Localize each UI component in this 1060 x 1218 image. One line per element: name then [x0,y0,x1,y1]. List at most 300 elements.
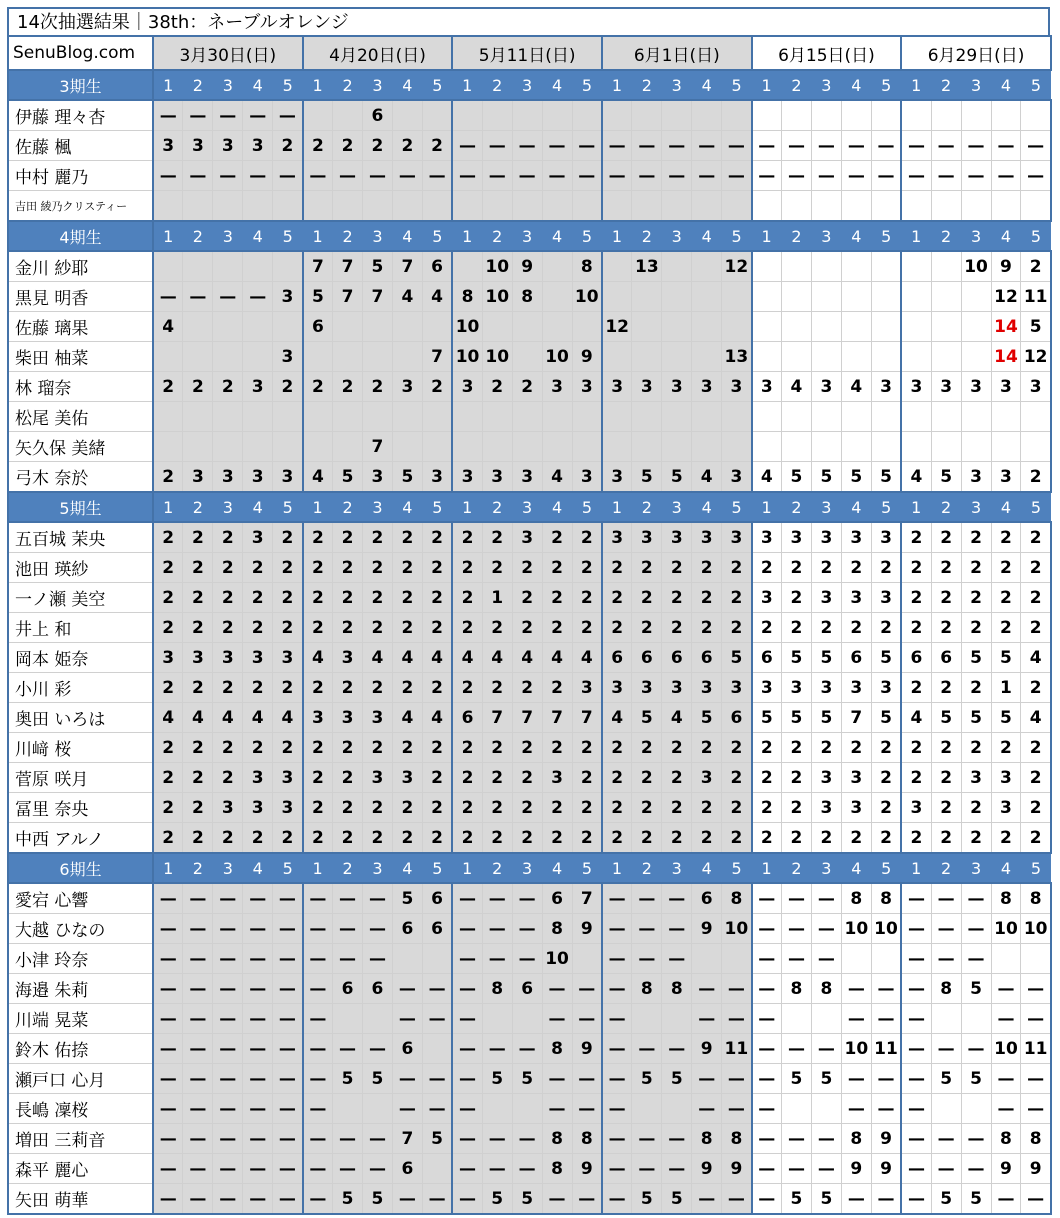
result-cell: 3 [752,673,782,703]
result-cell: 2 [153,583,183,613]
slot-number: 5 [722,853,752,883]
result-cell: — [273,1184,303,1215]
result-cell: 9 [722,1154,752,1184]
result-cell: — [991,1004,1021,1034]
result-cell: — [303,1034,333,1064]
result-cell: 2 [363,823,393,854]
result-cell [542,432,572,462]
member-row [8,914,1051,944]
result-cell: — [542,1004,572,1034]
result-cell [602,251,632,282]
result-cell [782,282,812,312]
slot-number: 3 [961,70,991,100]
result-cell: 2 [482,372,512,402]
result-cell: 6 [632,643,662,673]
result-cell: 2 [422,793,452,823]
result-cell: 2 [572,613,602,643]
result-cell: 2 [871,553,901,583]
result-cell: — [153,1004,183,1034]
member-name: 森平 麗心 [8,1154,153,1184]
result-cell: — [692,1094,722,1124]
result-cell: — [1021,1004,1051,1034]
result-cell: — [901,1124,931,1154]
result-cell: 2 [722,793,752,823]
result-cell: 2 [901,553,931,583]
result-cell: — [662,1124,692,1154]
result-cell [572,100,602,131]
member-row [8,944,1051,974]
slot-number: 1 [602,853,632,883]
result-cell: — [482,1154,512,1184]
result-cell: 7 [841,703,871,733]
slot-number: 2 [183,492,213,522]
result-cell: 2 [752,553,782,583]
result-cell: 2 [752,733,782,763]
result-cell: 2 [901,673,931,703]
result-cell: 10 [841,1034,871,1064]
result-cell: — [333,1154,363,1184]
result-cell: — [452,1004,482,1034]
slot-number: 3 [363,492,393,522]
result-cell: — [153,914,183,944]
slot-number: 1 [153,492,183,522]
result-cell: — [243,1124,273,1154]
result-cell: 2 [213,372,243,402]
result-cell [782,312,812,342]
generation-label: 4期生 [8,221,153,251]
result-cell: — [901,1034,931,1064]
member-name: 矢久保 美緒 [8,432,153,462]
result-cell: 2 [841,733,871,763]
result-cell [273,191,303,222]
result-cell: — [273,914,303,944]
result-cell: 2 [871,613,901,643]
result-cell: 2 [931,823,961,854]
result-cell: 3 [273,282,303,312]
result-cell: — [542,131,572,161]
result-cell [871,100,901,131]
result-cell: 8 [1021,1124,1051,1154]
result-cell [811,100,841,131]
result-cell: 2 [213,823,243,854]
result-cell: 2 [782,763,812,793]
result-cell [512,432,542,462]
result-cell: — [961,1034,991,1064]
result-cell [273,312,303,342]
result-cell: 2 [811,733,841,763]
result-cell: — [333,944,363,974]
slot-number: 1 [452,221,482,251]
result-cell: — [303,914,333,944]
result-cell: 6 [363,974,393,1004]
result-cell [303,342,333,372]
result-cell [931,312,961,342]
result-cell: — [782,914,812,944]
slot-number: 4 [392,853,422,883]
result-cell: 3 [482,462,512,493]
result-cell: — [213,1154,243,1184]
slot-number: 2 [482,853,512,883]
slot-number: 5 [572,221,602,251]
result-cell [632,312,662,342]
result-cell: 3 [183,643,213,673]
result-cell: 7 [392,251,422,282]
result-cell: 5 [333,1064,363,1094]
result-cell [1021,432,1051,462]
result-cell: — [662,914,692,944]
result-cell: — [392,161,422,191]
slot-number: 5 [722,221,752,251]
result-cell: 2 [213,583,243,613]
result-cell [213,191,243,222]
result-cell: 7 [542,703,572,733]
result-cell: 2 [961,583,991,613]
result-cell: — [333,914,363,944]
result-cell: 3 [931,372,961,402]
result-cell: 7 [392,1124,422,1154]
result-cell: 11 [722,1034,752,1064]
result-cell: — [752,974,782,1004]
result-cell: — [273,161,303,191]
result-cell: 7 [303,251,333,282]
result-cell: 4 [482,643,512,673]
member-row [8,974,1051,1004]
result-cell: — [991,974,1021,1004]
result-cell [602,100,632,131]
result-cell: — [811,161,841,191]
result-cell [273,432,303,462]
result-cell: 3 [422,462,452,493]
result-cell: 2 [662,823,692,854]
result-cell: 2 [572,522,602,553]
slot-number: 2 [333,492,363,522]
result-cell: 3 [243,462,273,493]
result-cell: 8 [542,914,572,944]
result-cell: 2 [422,733,452,763]
result-cell: — [961,1154,991,1184]
result-cell: 2 [213,522,243,553]
slot-number: 4 [243,853,273,883]
result-cell: 2 [303,131,333,161]
result-cell [542,402,572,432]
result-cell: 8 [572,251,602,282]
result-cell: 3 [602,673,632,703]
result-cell: — [303,1094,333,1124]
result-cell: — [841,131,871,161]
result-cell [811,432,841,462]
member-row [8,402,1051,432]
result-cell: 5 [333,462,363,493]
result-cell [422,1034,452,1064]
result-cell: 4 [1021,643,1051,673]
result-cell: — [333,1124,363,1154]
result-cell [1021,100,1051,131]
result-cell: — [452,1034,482,1064]
result-cell: 9 [512,251,542,282]
slot-number: 2 [632,853,662,883]
result-cell: 2 [692,823,722,854]
result-cell: — [991,131,1021,161]
result-cell: — [572,974,602,1004]
result-cell: 2 [602,793,632,823]
result-cell: 4 [392,703,422,733]
slot-number: 4 [841,853,871,883]
result-cell [752,100,782,131]
result-cell: 2 [692,793,722,823]
result-cell: 14 [991,312,1021,342]
slot-number: 4 [991,853,1021,883]
result-cell: — [422,1004,452,1034]
slot-number: 3 [811,853,841,883]
result-cell: — [632,1034,662,1064]
result-cell: 3 [811,522,841,553]
result-cell [183,312,213,342]
result-cell: 2 [542,733,572,763]
slot-number: 5 [273,492,303,522]
result-cell [871,191,901,222]
result-cell: — [243,1004,273,1034]
result-cell: 5 [512,1184,542,1215]
result-cell: 8 [662,974,692,1004]
result-cell [632,1004,662,1034]
slot-number: 5 [722,492,752,522]
result-cell: 2 [722,553,752,583]
result-cell: 2 [961,793,991,823]
result-cell: — [153,161,183,191]
result-cell: 2 [931,793,961,823]
result-cell: — [752,1064,782,1094]
result-cell [422,944,452,974]
result-cell: — [482,131,512,161]
result-cell: 3 [363,703,393,733]
result-cell: 2 [422,823,452,854]
result-cell [871,251,901,282]
result-cell: — [363,161,393,191]
slot-number: 5 [871,221,901,251]
result-cell: 6 [692,883,722,914]
result-cell: — [1021,1094,1051,1124]
result-cell: 3 [632,372,662,402]
result-cell: 6 [901,643,931,673]
member-row [8,823,1051,854]
result-cell [811,191,841,222]
result-cell: 8 [991,1124,1021,1154]
slot-number: 4 [542,221,572,251]
result-cell: 2 [931,733,961,763]
result-cell: — [931,883,961,914]
result-cell: 3 [692,673,722,703]
result-cell: — [303,1064,333,1094]
result-cell: — [841,974,871,1004]
result-cell: 2 [602,583,632,613]
result-cell [752,282,782,312]
result-cell: — [243,1064,273,1094]
member-name: 黒見 明香 [8,282,153,312]
result-cell: 2 [782,613,812,643]
member-row [8,643,1051,673]
result-cell: 3 [722,372,752,402]
result-cell [782,402,812,432]
slot-number: 2 [632,221,662,251]
result-cell: — [183,1004,213,1034]
result-cell [692,402,722,432]
result-cell: 4 [542,462,572,493]
result-cell: 2 [273,553,303,583]
result-cell: — [213,944,243,974]
result-cell [931,402,961,432]
result-cell: — [422,1094,452,1124]
result-cell: 2 [333,613,363,643]
result-cell: 5 [632,462,662,493]
result-cell: 2 [333,793,363,823]
result-cell: — [901,1064,931,1094]
result-cell: — [273,1034,303,1064]
result-cell: — [243,1154,273,1184]
result-cell: 2 [1021,462,1051,493]
result-cell: 3 [692,763,722,793]
result-cell: — [392,974,422,1004]
result-cell: 2 [273,131,303,161]
result-cell: 3 [153,131,183,161]
result-cell: 3 [752,583,782,613]
result-cell [991,944,1021,974]
result-cell [901,251,931,282]
member-name: 五百城 茉央 [8,522,153,553]
slot-number: 4 [841,221,871,251]
result-cell: — [153,1034,183,1064]
result-cell: — [961,131,991,161]
result-cell: 3 [572,673,602,703]
result-cell: 2 [1021,673,1051,703]
result-cell: 8 [782,974,812,1004]
result-cell: 2 [363,522,393,553]
result-cell: 5 [782,1184,812,1215]
result-cell: — [512,944,542,974]
result-cell: 2 [901,763,931,793]
result-cell: 5 [1021,312,1051,342]
result-cell: 2 [602,733,632,763]
result-cell: — [752,1154,782,1184]
result-cell: 5 [692,703,722,733]
result-cell: 2 [722,823,752,854]
result-cell: 4 [363,643,393,673]
result-cell: 3 [273,462,303,493]
slot-number: 3 [363,70,393,100]
result-cell: 1 [991,673,1021,703]
result-cell: 10 [542,342,572,372]
result-cell: 10 [482,342,512,372]
result-cell [153,432,183,462]
result-cell: 2 [722,583,752,613]
result-cell [602,432,632,462]
result-cell: — [722,1004,752,1034]
result-cell: — [273,1124,303,1154]
result-cell: — [512,914,542,944]
result-cell: — [273,1064,303,1094]
result-cell: 5 [961,643,991,673]
result-cell [512,342,542,372]
result-cell: — [961,161,991,191]
result-cell: 3 [662,673,692,703]
member-row [8,613,1051,643]
result-cell: 2 [662,613,692,643]
slot-number: 4 [243,70,273,100]
result-cell: 5 [841,462,871,493]
result-cell: 3 [243,522,273,553]
result-cell: — [482,1124,512,1154]
result-cell: — [422,1184,452,1215]
slot-number: 1 [752,853,782,883]
result-cell [961,1094,991,1124]
result-cell [572,944,602,974]
result-cell [632,1094,662,1124]
result-cell [213,312,243,342]
result-cell: — [722,1094,752,1124]
result-cell: 9 [871,1124,901,1154]
result-cell: — [363,914,393,944]
result-cell [602,342,632,372]
slot-number: 4 [991,492,1021,522]
result-cell [931,1004,961,1034]
result-cell: — [243,914,273,944]
result-cell: 2 [452,583,482,613]
date-header: 6月1日(日) [602,36,752,70]
slot-number: 2 [183,853,213,883]
result-cell: 5 [782,462,812,493]
result-cell: 9 [572,1154,602,1184]
slot-number: 1 [901,853,931,883]
result-cell: 2 [153,823,183,854]
result-cell: 3 [632,522,662,553]
result-cell: 2 [991,613,1021,643]
result-cell: 2 [452,673,482,703]
result-cell: 3 [961,372,991,402]
result-cell: — [662,161,692,191]
generation-header-row [8,70,1051,100]
result-cell: 2 [183,673,213,703]
result-cell: 8 [542,1034,572,1064]
result-cell: — [213,1064,243,1094]
member-name: 中西 アルノ [8,823,153,854]
slot-number: 2 [782,70,812,100]
result-cell [782,191,812,222]
result-cell: 7 [482,703,512,733]
lottery-results-sheet [7,7,1050,1215]
result-cell: 2 [273,733,303,763]
result-cell: 2 [303,553,333,583]
member-row [8,733,1051,763]
result-cell [811,1004,841,1034]
result-cell: 2 [153,553,183,583]
result-cell: — [482,944,512,974]
result-cell [961,432,991,462]
slot-number: 2 [782,221,812,251]
date-header: 3月30日(日) [153,36,303,70]
result-cell: 2 [392,673,422,703]
result-cell: 3 [392,763,422,793]
result-cell: — [662,944,692,974]
result-cell [752,312,782,342]
result-cell: 2 [482,823,512,854]
result-cell [183,342,213,372]
result-cell [722,402,752,432]
result-cell: — [183,883,213,914]
result-cell: — [273,100,303,131]
result-cell: 2 [632,613,662,643]
result-cell: 5 [662,1184,692,1215]
result-cell: 3 [632,673,662,703]
result-cell: 3 [782,673,812,703]
